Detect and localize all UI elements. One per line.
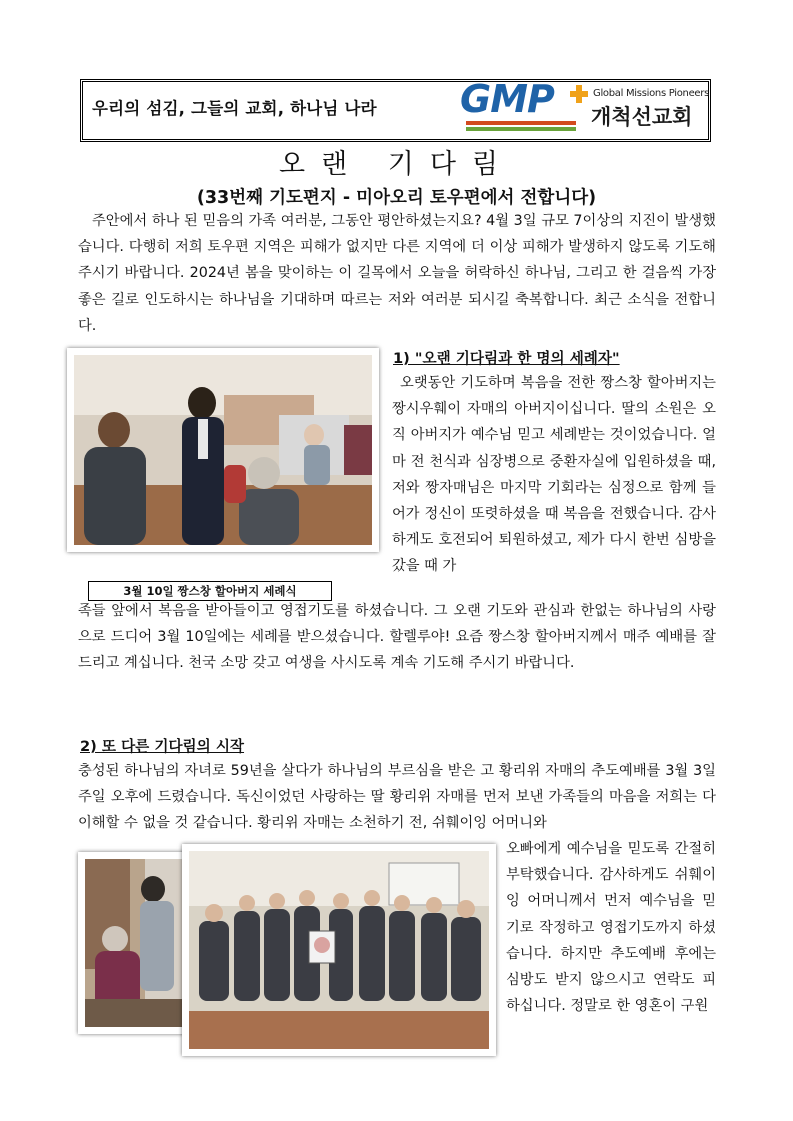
intro-paragraph: 주안에서 하나 된 믿음의 가족 여러분, 그동안 평안하셨는지요? 4월 3일 규모 7이상의 지진이 발생했습니다. 다행히 저희 토우편 지역은 피해가 없지만 다른 지역에 더 이상 피해가 발생하지 않도록 기도해 주시기 바랍니다. 2024년 봄을 맞이하는 이 길목에서 오늘을 허락하신 하나님, 그리고 한 걸음씩 가장 좋은 길로 인도하시는 하나님을 기대하며 따르는 저와 여러분 되시길 축복합니다. 최근 소식을 전합니다. xyxy=(78,213,716,334)
baptism-photo xyxy=(67,348,379,552)
section1-paragraph-b: 족들 앞에서 복음을 받아들이고 영접기도를 하셨습니다. 그 오랜 기도와 관심과 한없는 하나님의 사랑으로 드디어 3월 10일에는 세례를 받으셨습니다. 할렐루야! 요즘 짱스창 할아버지께서 매주 예배를 잘 드리고 계십니다. 천국 소망 갖고 여생을 사시도록 계속 기도해 주시기 바랍니다. xyxy=(78,603,716,672)
section1-paragraph-a: 오랫동안 기도하며 복음을 전한 짱스창 할아버지는 짱시우훼이 자매의 아버지이십니다. 딸의 소원은 오직 아버지가 예수님 믿고 세례받는 것이었습니다. 얼마 전 천식과 심장병으로 중환자실에 입원하셨을 때, 저와 짱자매님은 마지막 기회라는 심정으로 함께 들어가 정신이 또렷하셨을 때 복음을 전했습니다. 감사하게도 호전되어 퇴원하셨고, 제가 다시 한번 심방을 갔을 때 가 xyxy=(392,375,716,575)
page-subtitle: (33번째 기도편지 - 미아오리 토우편에서 전합니다) xyxy=(196,188,597,208)
logo-red-bar xyxy=(466,121,576,125)
logo-church-name: 개척선교회 xyxy=(591,105,693,129)
section2-paragraph-a: 충성된 하나님의 자녀로 59년을 살다가 하나님의 부르심을 받은 고 황리위 자매의 추도예배를 3월 3일 주일 오후에 드렸습니다. 독신이었던 사랑하는 딸 황리위 자매를 먼저 보낸 가족들의 마음을 저희는 다 이해할 수 없을 것 같습니다. 황리위 자매는 소천하기 전, 쉬훼이잉 어머니와 xyxy=(78,763,716,832)
baptism-photo-illustration xyxy=(74,355,372,545)
baptism-photo-caption: 3월 10일 짱스창 할아버지 세례식 xyxy=(88,581,332,601)
logo-letters: GMP xyxy=(460,77,554,121)
logo-plus-icon xyxy=(570,85,588,103)
section2-paragraph-b: 오빠에게 예수님을 믿도록 간절히 부탁했습니다. 감사하게도 쉬훼이잉 어머니께서 먼저 예수님을 믿기로 작정하고 영접기도까지 하셨습니다. 하지만 추도예배 후에는 심방도 받지 않으시고 연락도 피하십니다. 정말로 한 영혼이 구원 xyxy=(506,841,716,1015)
page-title: 오랜 기다림 xyxy=(279,149,514,180)
gmp-logo xyxy=(458,77,709,139)
visit-photo xyxy=(78,852,193,1034)
logo-tagline: Global Missions Pioneers xyxy=(593,88,709,99)
memorial-group-photo-illustration xyxy=(189,851,489,1049)
memorial-group-photo xyxy=(182,844,496,1056)
section2-heading: 2) 또 다른 기다림의 시작 xyxy=(80,738,245,755)
banner-slogan: 우리의 섬김, 그들의 교회, 하나님 나라 xyxy=(92,99,377,118)
section1-heading: 1) "오랜 기다림과 한 명의 세례자" xyxy=(393,350,620,367)
visit-photo-illustration xyxy=(85,859,186,1027)
logo-green-bar xyxy=(466,127,576,131)
